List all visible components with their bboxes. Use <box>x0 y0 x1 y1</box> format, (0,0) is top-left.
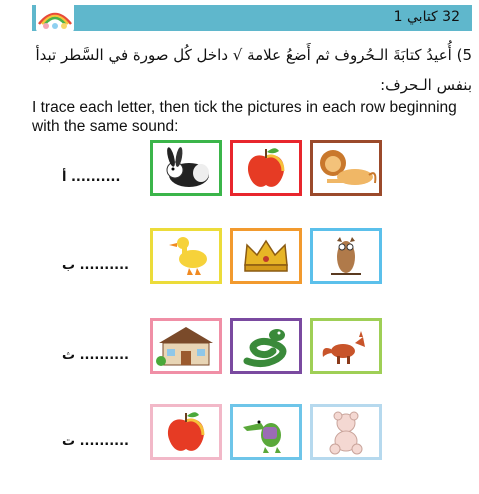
fox-icon <box>313 321 379 371</box>
picture-card-apple[interactable] <box>230 140 302 196</box>
exercise-row <box>0 404 479 464</box>
page-number-label: 32 كتابي 1 <box>393 9 460 25</box>
crown-icon <box>233 231 299 281</box>
snake-icon <box>233 321 299 371</box>
crocodile-icon <box>233 407 299 457</box>
picture-card-teddy-bear[interactable] <box>310 404 382 460</box>
picture-card-snake[interactable] <box>230 318 302 374</box>
picture-card-owl[interactable] <box>310 228 382 284</box>
header-bar <box>32 5 472 31</box>
house-icon <box>153 321 219 371</box>
picture-card-fox[interactable] <box>310 318 382 374</box>
book-logo-icon <box>36 2 74 32</box>
picture-card-duck[interactable] <box>150 228 222 284</box>
picture-card-crown[interactable] <box>230 228 302 284</box>
instruction-arabic: 5) أُعيدُ كتابَةَ الـحُروف ثم أَضعُ علامة √ داخل كُل صورة في السَّطر تبدأ بنفس الـحرف: <box>35 46 472 94</box>
lion-icon <box>313 143 379 193</box>
letter-trace-label: ت .......... <box>62 434 129 449</box>
rabbit-icon <box>153 143 219 193</box>
picture-card-crocodile[interactable] <box>230 404 302 460</box>
exercise-row <box>0 228 479 288</box>
apple-icon <box>233 143 299 193</box>
picture-card-apple[interactable] <box>150 404 222 460</box>
apple-icon <box>153 407 219 457</box>
letter-trace-label: أ .......... <box>62 170 121 185</box>
letter-trace-label: ب .......... <box>62 258 129 273</box>
exercise-row <box>0 318 479 378</box>
letter-trace-label: ث .......... <box>62 348 129 363</box>
picture-card-rabbit[interactable] <box>150 140 222 196</box>
picture-card-lion[interactable] <box>310 140 382 196</box>
instruction-english: I trace each letter, then tick the pictures in each row beginning with the same sound: <box>32 99 457 135</box>
exercise-row <box>0 140 479 200</box>
picture-card-house[interactable] <box>150 318 222 374</box>
owl-icon <box>313 231 379 281</box>
duck-icon <box>153 231 219 281</box>
teddy-bear-icon <box>313 407 379 457</box>
